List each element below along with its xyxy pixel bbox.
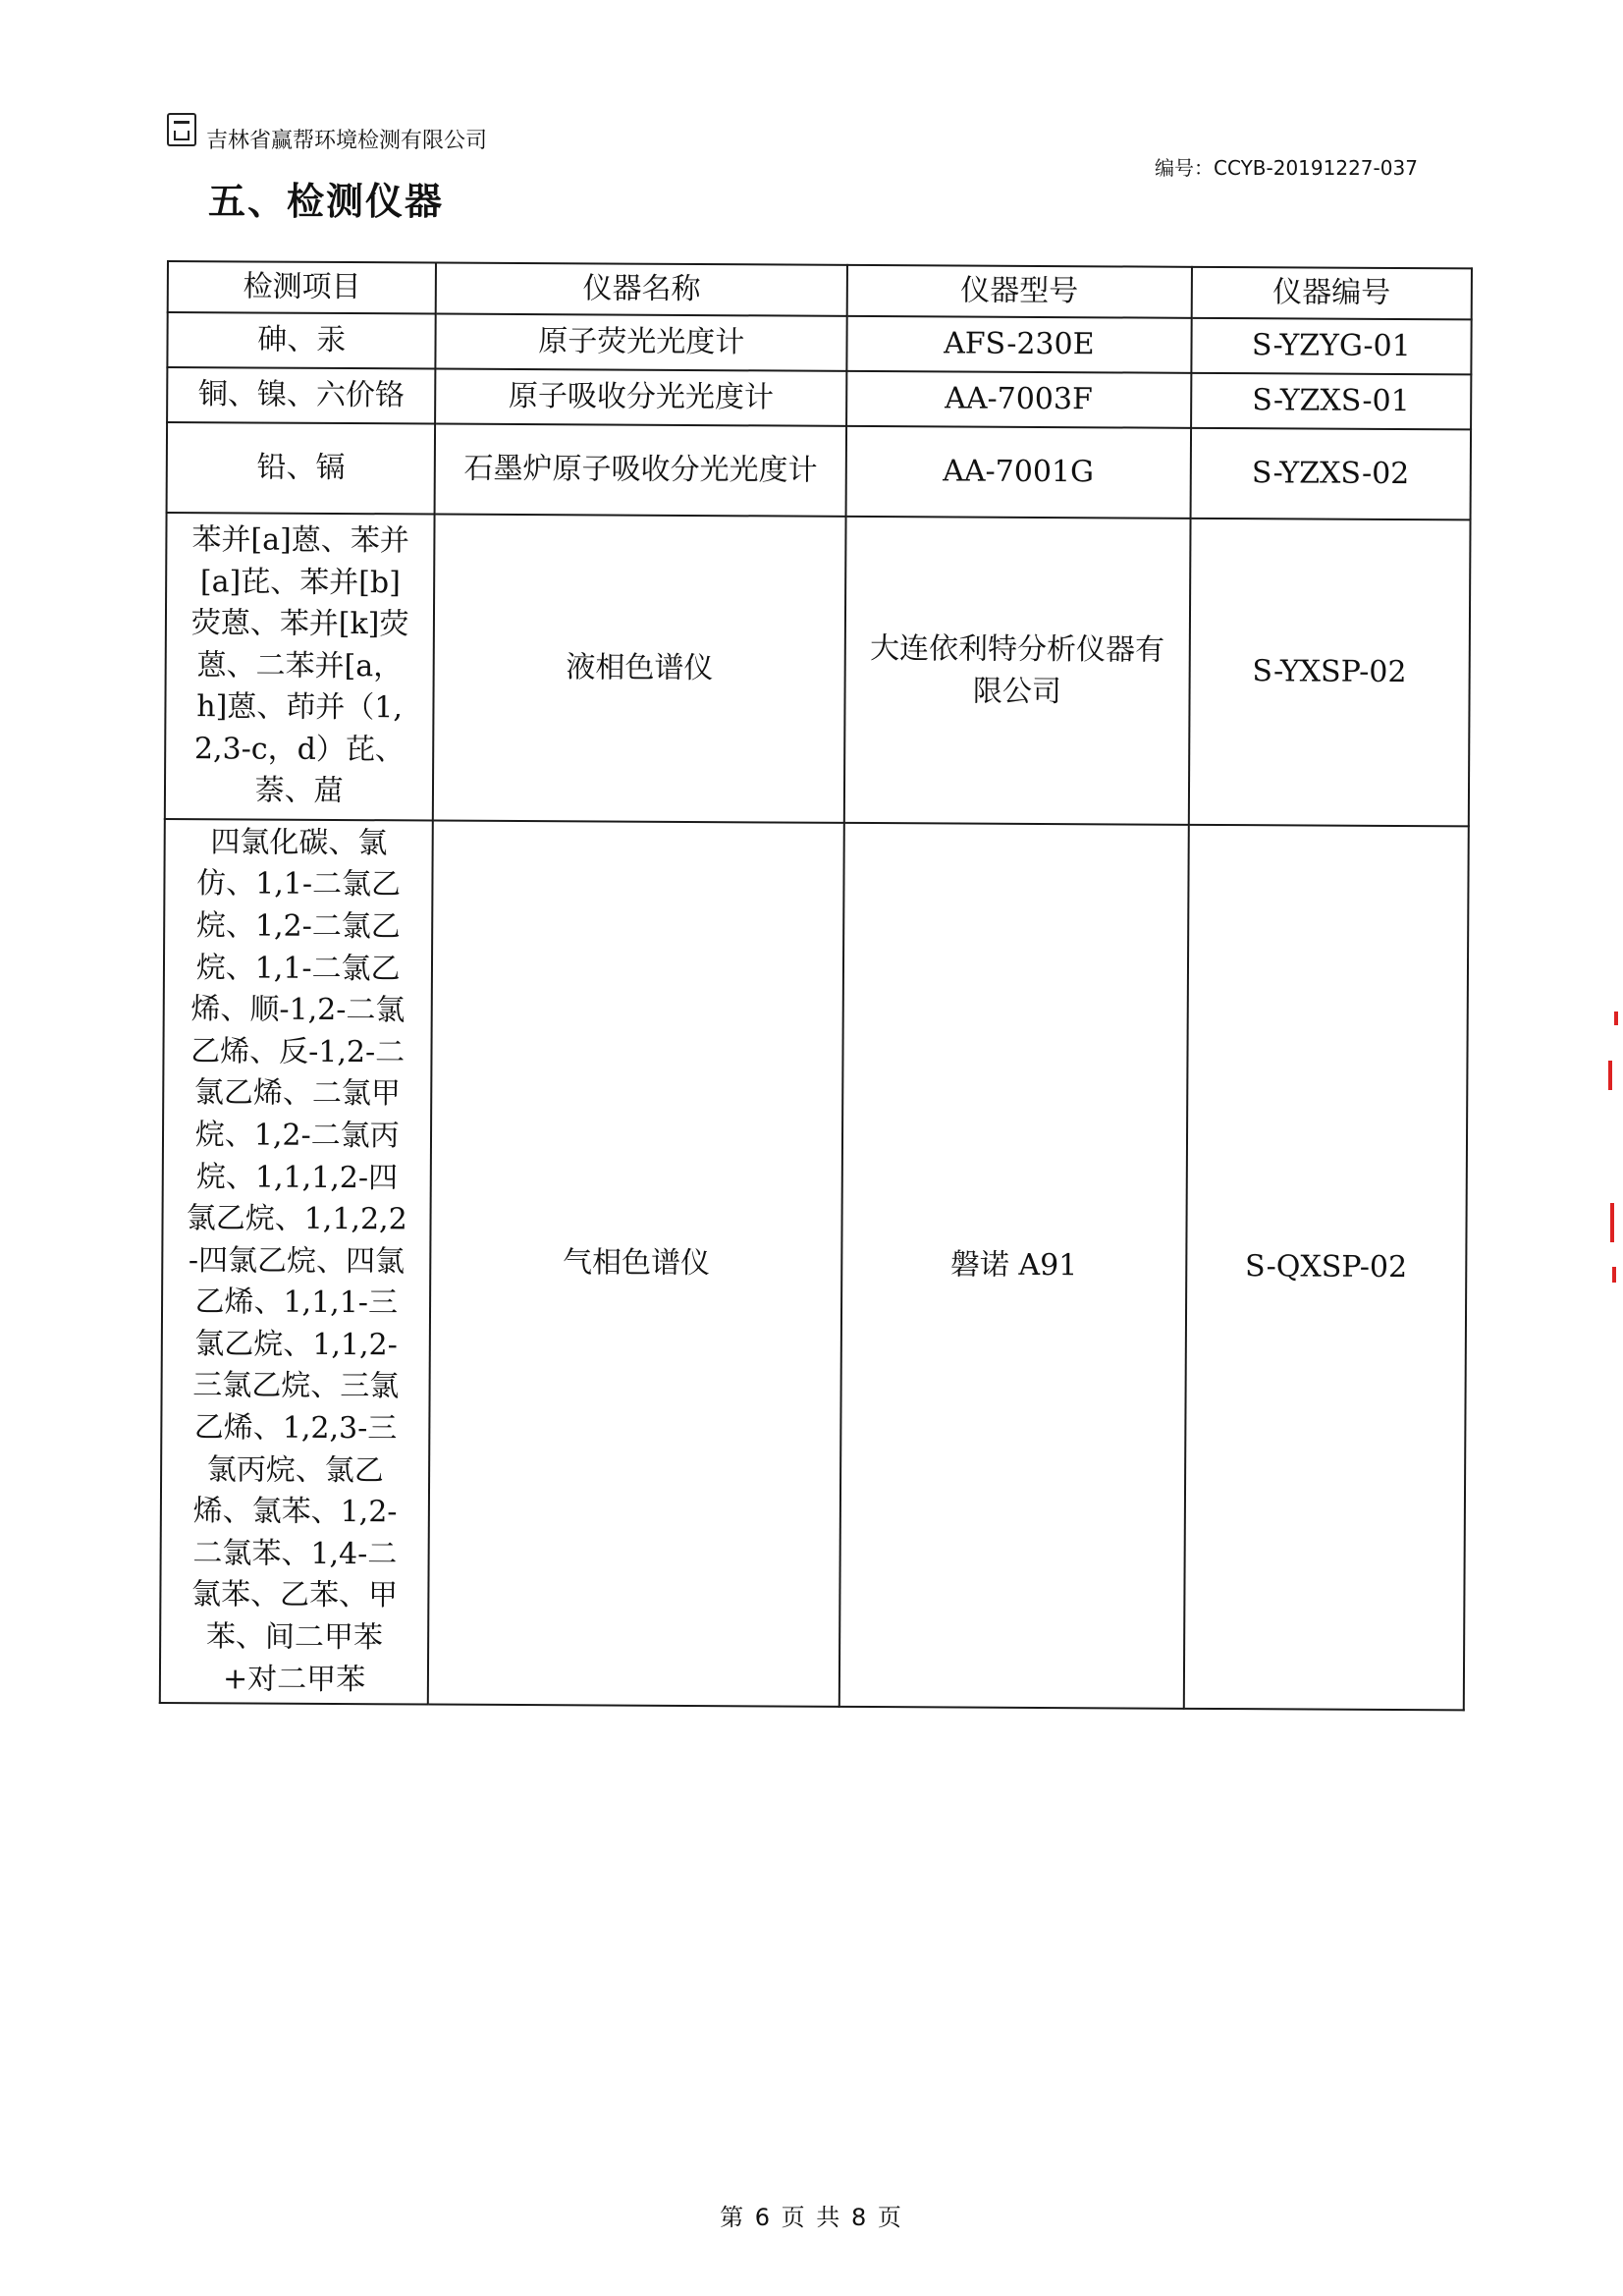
row-instrument-name: 石墨炉原子吸收分光光度计 [435,424,846,517]
document-number: 编号：CCYB-20191227-037 [1155,156,1418,180]
row-instrument-number: S-QXSP-02 [1183,825,1468,1711]
row-instrument-name: 气相色谱仪 [428,821,844,1707]
header-instrument-model: 仪器型号 [847,265,1192,318]
seal-edge-mark [1610,1203,1614,1242]
instrument-table [159,260,1473,1711]
row-instrument-number: S-YXSP-02 [1188,519,1470,827]
row-instrument-number: S-YZXS-02 [1190,428,1471,520]
page-number: 第 6 页 共 8 页 [720,2204,903,2231]
seal-edge-mark [1612,1267,1616,1283]
row-item [160,819,433,1705]
row-instrument-number: S-YZXS-01 [1191,373,1472,430]
table-row [167,312,1471,374]
company-name: 吉林省赢帮环境检测有限公司 [206,129,488,153]
row-item: 铅、镉 [167,422,436,515]
table-row [167,367,1471,429]
table-row [165,513,1471,826]
row-instrument-model: 磐诺 A91 [839,823,1189,1709]
row-item [165,513,435,821]
section-title: 五、检测仪器 [208,180,445,223]
company-logo [167,113,196,146]
row-instrument-number: S-YZYG-01 [1191,318,1472,375]
seal-edge-mark [1614,1011,1618,1025]
row-item-text: 四氯化碳、氯仿、1,1-二氯乙烷、1,2-二氯乙烷、1,1-二氯乙烯、顺-1,2-二氯乙烯、反-1,2-二氯乙烯、二氯甲烷、1,2-二氯丙烷、1,1,1,2-四氯乙烷、1,1,2,2-四氯乙烷、四氯乙烯、1,1,1-三氯乙烷、1,1,2-三氯乙烷、三氯乙烯、1,2,3-三氯丙烷、氯乙烯、氯苯、1,2-二氯苯、1,4-二氯苯、乙苯、甲苯、间二甲苯+对二甲苯 [186,825,407,1697]
row-instrument-name: 液相色谱仪 [433,515,845,823]
row-item-text: 苯并[a]蒽、苯并[a]芘、苯并[b]荧蒽、苯并[k]荧蒽、二苯并[a，h]蒽、茚并（1,2,3-c，d）芘、萘、䓛 [190,522,409,809]
table-row [167,422,1471,519]
row-instrument-model-text: 大连依利特分析仪器有限公司 [870,630,1165,710]
header-instrument-number: 仪器编号 [1191,267,1472,320]
header-instrument-name: 仪器名称 [436,263,847,316]
table-header-row [168,261,1472,319]
row-instrument-model [844,517,1190,825]
row-instrument-model: AA-7001G [846,426,1191,519]
row-instrument-model: AA-7003F [846,371,1191,428]
row-instrument-model: AFS-230E [846,316,1191,373]
row-instrument-name: 原子吸收分光光度计 [435,369,846,426]
seal-edge-mark [1608,1061,1612,1090]
row-item: 铜、镍、六价铬 [167,367,436,424]
header-item: 检测项目 [168,261,437,314]
row-instrument-name: 原子荧光光度计 [436,314,847,371]
table-row [160,819,1469,1710]
row-item: 砷、汞 [167,312,436,369]
